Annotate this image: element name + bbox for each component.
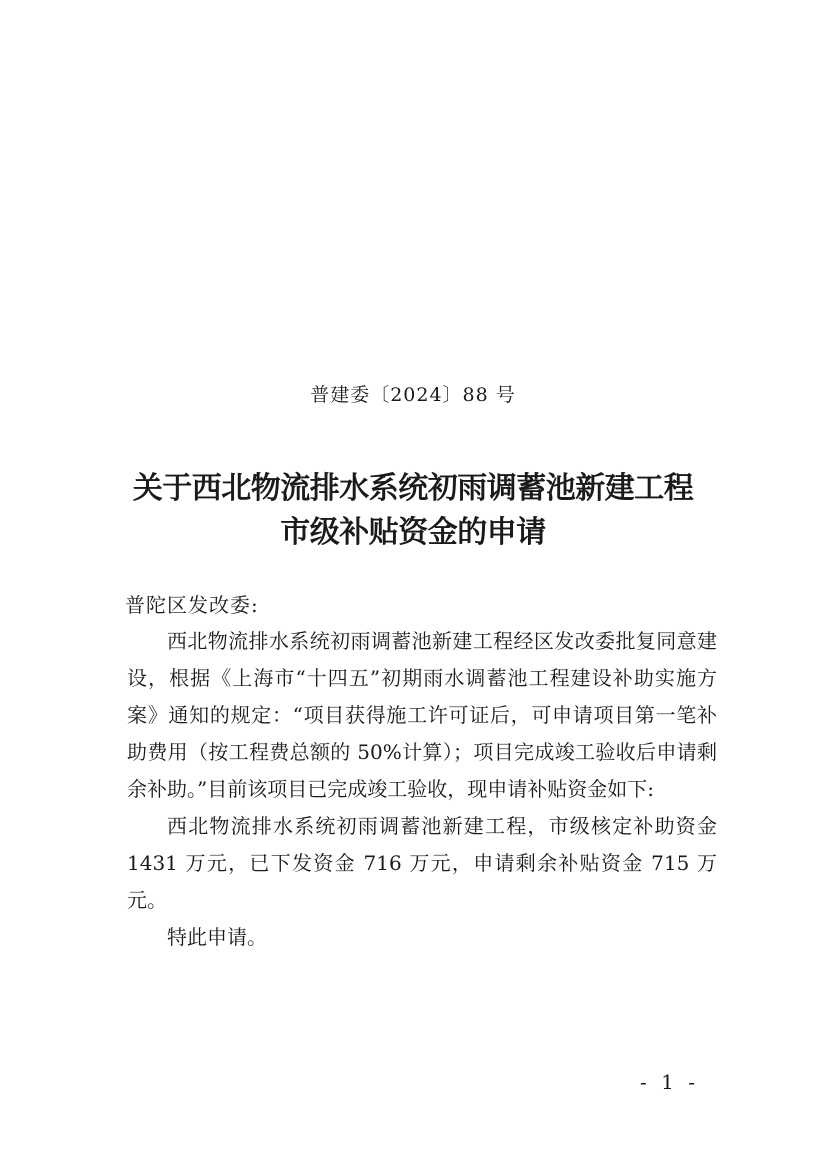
document-body [127, 623, 717, 956]
title-line-2: 市级补贴资金的申请 [280, 515, 546, 550]
body-paragraph-closing: 特此申请。 [167, 925, 267, 949]
body-paragraph-1: 西北物流排水系统初雨调蓄池新建工程经区发改委批复同意建设，根据《上海市“十四五”初期雨水调蓄池工程建设补助实施方案》通知的规定：“项目获得施工许可证后，可申请项目第一笔补助费用（按工程费总额的 50%计算）；项目完成竣工验收后申请剩余补助。”目前该项目已完成竣工验收，现申请补贴资金如下: [127, 629, 717, 801]
document-title [0, 467, 826, 555]
document-number: 普建委〔2024〕88 号 [310, 384, 516, 406]
page-number: - 1 - [640, 1070, 699, 1094]
title-line-1: 关于西北物流排水系统初雨调蓄池新建工程 [132, 471, 694, 506]
body-paragraph-2: 西北物流排水系统初雨调蓄池新建工程，市级核定补助资金 1431 万元，已下发资金 716 万元，申请剩余补贴资金 715 万元。 [127, 814, 717, 912]
addressee: 普陀区发改委: [125, 593, 259, 617]
